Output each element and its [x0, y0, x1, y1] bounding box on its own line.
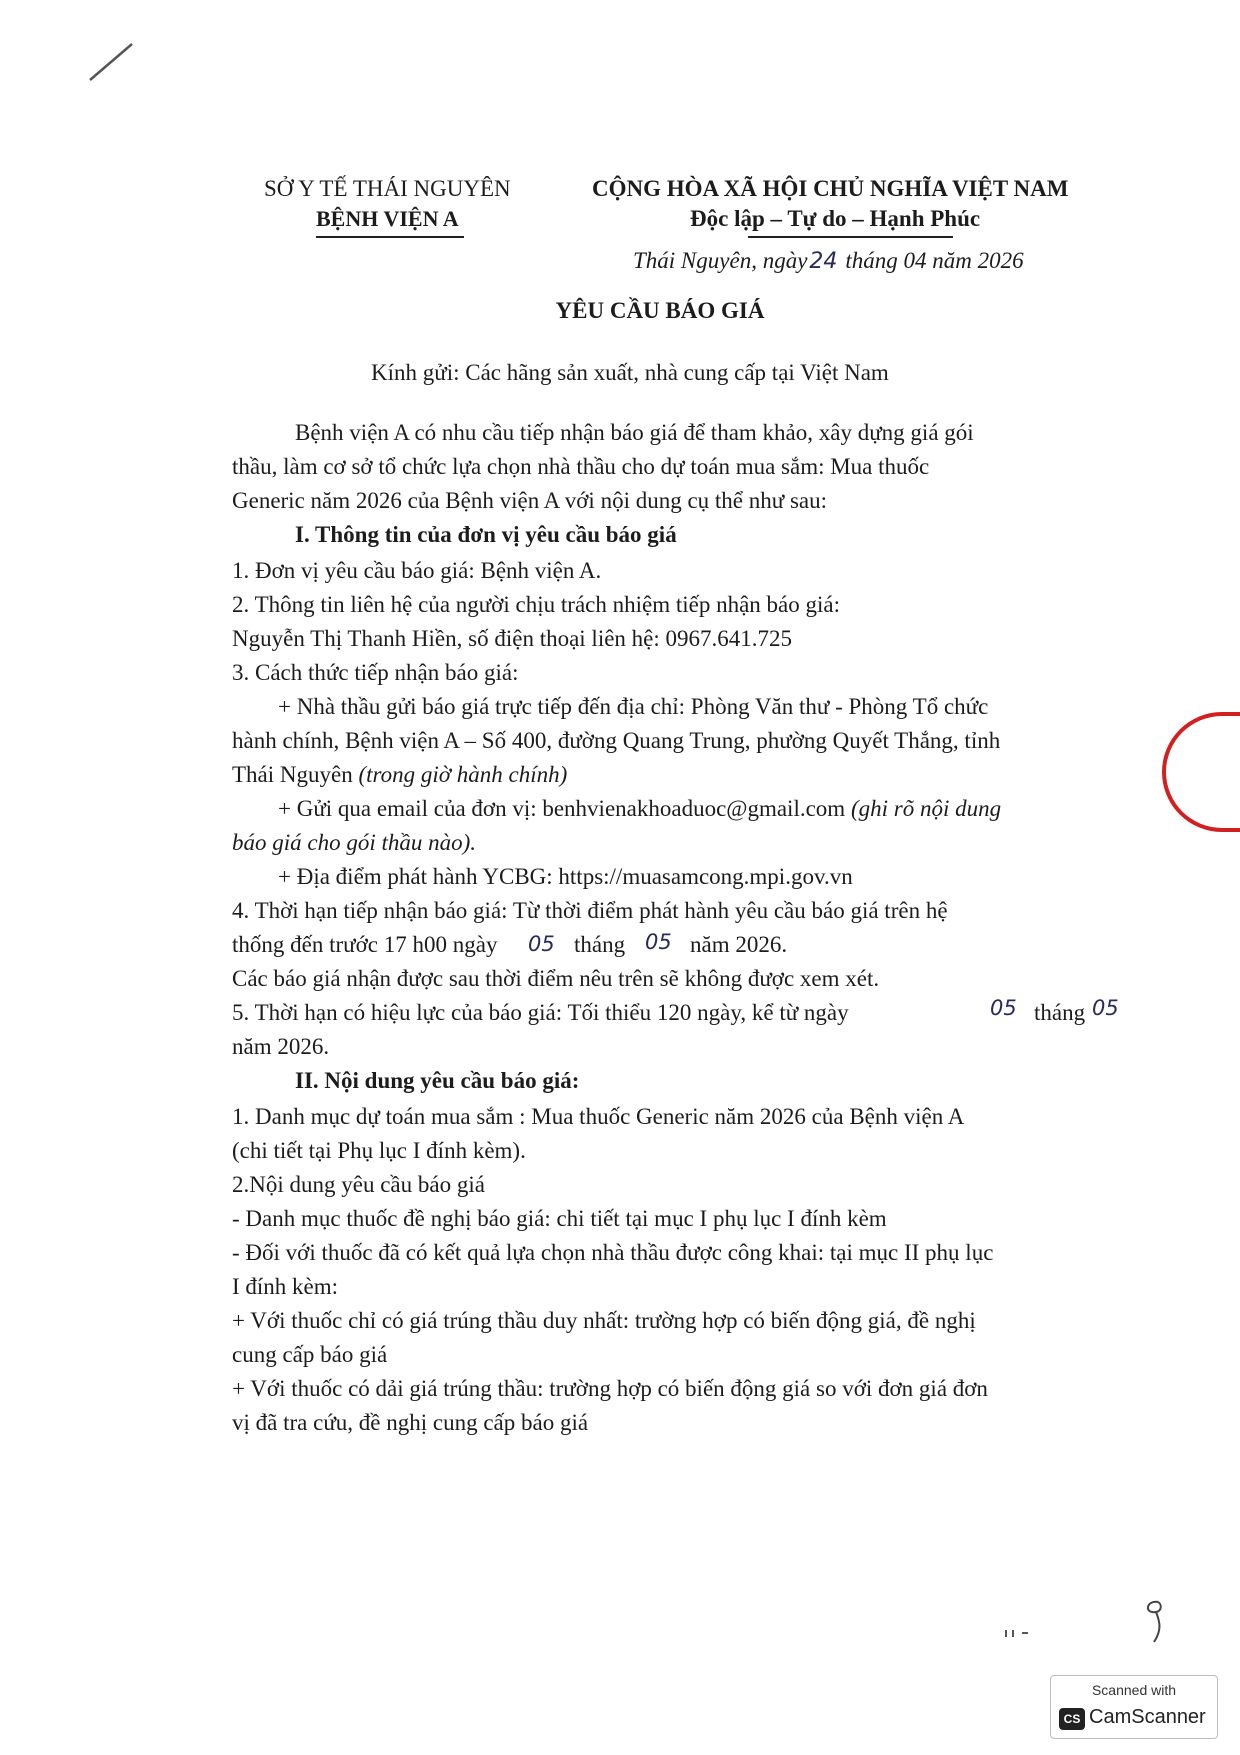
s1-line-12-year: năm 2026. — [690, 932, 788, 957]
s1-line-8-text: + Gửi qua email của đơn vị: benhvienakhoaduoc@gmail.com — [278, 796, 851, 821]
s2-line-2: (chi tiết tại Phụ lục I đính kèm). — [232, 1138, 526, 1163]
s2-line-10: vị đã tra cứu, đề nghị cung cấp báo giá — [232, 1410, 589, 1435]
s2-line-4: - Danh mục thuốc đề nghị báo giá: chi tiết tại mục I phụ lục I đính kèm — [232, 1206, 887, 1231]
s1-line-14-text: 5. Thời hạn có hiệu lực của báo giá: Tối thiểu 120 ngày, kể từ ngày — [232, 1000, 849, 1025]
s1-line-14 — [232, 1000, 849, 1026]
hospital-name: BỆNH VIỆN A — [316, 206, 459, 231]
document-title: YÊU CẦU BÁO GIÁ — [555, 298, 765, 323]
s2-line-5: - Đối với thuốc đã có kết quả lựa chọn nhà thầu được công khai: tại mục II phụ lục — [232, 1240, 994, 1265]
s1-line-8-note: (ghi rõ nội dung — [850, 796, 1002, 821]
s2-line-7: + Với thuốc chỉ có giá trúng thầu duy nhất: trường hợp có biến động giá, đề nghị — [232, 1308, 976, 1333]
s1-line-10: + Địa điểm phát hành YCBG: https://muasamcong.mpi.gov.vn — [278, 864, 853, 889]
s1-line-7-text: Thái Nguyên — [232, 762, 359, 787]
camscanner-logo-icon: CS — [1059, 1708, 1085, 1730]
s1-line-1: 1. Đơn vị yêu cầu báo giá: Bệnh viện A. — [232, 558, 602, 583]
agency-name: SỞ Y TẾ THÁI NGUYÊN — [264, 176, 511, 201]
s1-line-9: báo giá cho gói thầu nào). — [232, 830, 477, 855]
s1-line-14-month-label: tháng — [1034, 1000, 1086, 1025]
date-day-handwritten: 24 — [809, 249, 838, 274]
republic-title: CỘNG HÒA XÃ HỘI CHỦ NGHĨA VIỆT NAM — [592, 176, 1069, 201]
s2-line-1: 1. Danh mục dự toán mua sắm : Mua thuốc Generic năm 2026 của Bệnh viện A — [232, 1104, 965, 1129]
date-suffix: tháng 04 năm 2026 — [845, 248, 1024, 273]
s1-line-12-month-label: tháng — [574, 932, 626, 957]
motto-underline — [748, 236, 953, 238]
pen-stroke-mark — [86, 40, 136, 84]
s1-line-11: 4. Thời hạn tiếp nhận báo giá: Từ thời điểm phát hành yêu cầu báo giá trên hệ — [232, 898, 948, 923]
s2-line-9: + Với thuốc có dải giá trúng thầu: trường hợp có biến động giá so với đơn giá đơn — [232, 1376, 988, 1401]
red-seal-edge — [1162, 712, 1240, 832]
s1-line-7 — [232, 762, 567, 788]
intro-line-3: Generic năm 2026 của Bệnh viện A với nội dung cụ thể như sau: — [232, 488, 828, 513]
intro-line-1: Bệnh viện A có nhu cầu tiếp nhận báo giá để tham khảo, xây dựng giá gói — [295, 420, 974, 445]
national-motto: Độc lập – Tự do – Hạnh Phúc — [690, 206, 981, 231]
recipient-line: Kính gửi: Các hãng sản xuất, nhà cung cấp tại Việt Nam — [371, 360, 889, 385]
s1-line-3: Nguyễn Thị Thanh Hiền, số điện thoại liên hệ: 0967.641.725 — [232, 626, 793, 651]
date-prefix: Thái Nguyên, ngày — [633, 248, 808, 273]
s1-line-13: Các báo giá nhận được sau thời điểm nêu trên sẽ không được xem xét. — [232, 966, 880, 991]
intro-line-2: thầu, làm cơ sở tổ chức lựa chọn nhà thầu cho dự toán mua sắm: Mua thuốc — [232, 454, 930, 479]
camscanner-name: CamScanner — [1089, 1706, 1206, 1728]
document-date — [633, 248, 1024, 274]
s2-line-6: I đính kèm: — [232, 1274, 339, 1299]
s1-line-5: + Nhà thầu gửi báo giá trực tiếp đến địa chỉ: Phòng Văn thư - Phòng Tổ chức — [278, 694, 989, 719]
s1-line-2: 2. Thông tin liên hệ của người chịu trách nhiệm tiếp nhận báo giá: — [232, 592, 840, 617]
camscanner-badge — [1050, 1675, 1218, 1739]
s1-line-6: hành chính, Bệnh viện A – Số 400, đường Quang Trung, phường Quyết Thắng, tỉnh — [232, 728, 1001, 753]
s1-line-14-month-handwritten: 05 — [1092, 996, 1119, 1020]
initials-mark — [1140, 1598, 1170, 1644]
s1-line-12-text: thống đến trước 17 h00 ngày — [232, 932, 498, 957]
s1-line-15: năm 2026. — [232, 1034, 330, 1059]
hospital-underline — [316, 236, 464, 238]
s1-line-8 — [278, 796, 1001, 822]
s2-line-8: cung cấp báo giá — [232, 1342, 388, 1367]
small-ink-marks — [1004, 1628, 1034, 1640]
s1-line-12-month-handwritten: 05 — [645, 930, 672, 954]
scanned-with-label: Scanned with — [1091, 1682, 1177, 1698]
s1-line-12-day-handwritten: 05 — [528, 932, 555, 956]
s1-line-12 — [232, 932, 497, 958]
s2-line-3: 2.Nội dung yêu cầu báo giá — [232, 1172, 485, 1197]
s1-line-4: 3. Cách thức tiếp nhận báo giá: — [232, 660, 519, 685]
section-1-heading: I. Thông tin của đơn vị yêu cầu báo giá — [295, 522, 677, 547]
s1-line-14-day-handwritten: 05 — [990, 996, 1017, 1020]
section-2-heading: II. Nội dung yêu cầu báo giá: — [295, 1068, 580, 1093]
s1-line-7-note: (trong giờ hành chính) — [358, 762, 568, 787]
